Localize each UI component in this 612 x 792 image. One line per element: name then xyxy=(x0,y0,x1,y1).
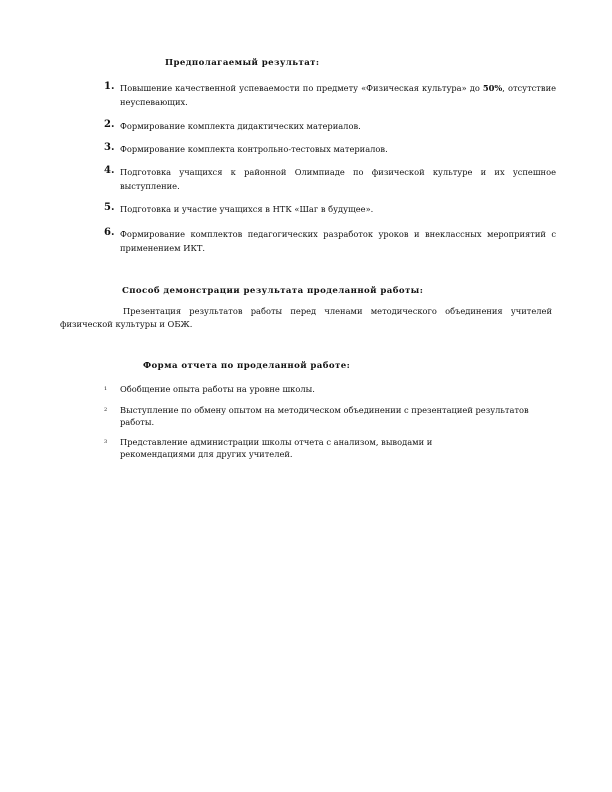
list-item-number: 1 xyxy=(104,386,108,392)
list-item-text: Подготовка и участие учащихся в НТК «Шаг в будущее». xyxy=(120,204,374,214)
list-item-number: 6. xyxy=(104,227,115,238)
list-item-text-end: , отсутствие неуспевающих. xyxy=(120,83,557,107)
list-item-text-start: Повышение качественной успеваемости по предмету «Физическая культура» до xyxy=(120,83,483,93)
list-item-number: 2. xyxy=(104,119,115,130)
results-heading: Предполагаемый результат: xyxy=(165,58,320,68)
list-item-number: 1. xyxy=(104,81,115,92)
list-item-text: Формирование комплекта дидактических материалов. xyxy=(120,121,361,131)
list-item-text: Обобщение опыта работы на уровне школы. xyxy=(120,384,315,394)
list-item-number: 3. xyxy=(104,142,115,153)
list-item-number: 3 xyxy=(104,439,108,445)
list-item-text xyxy=(120,82,556,109)
list-item-number: 5. xyxy=(104,202,115,213)
list-item-text: Представление администрации школы отчета с анализом, выводами и рекомендациями для других учителей. xyxy=(120,437,433,459)
list-item-text: Подготовка учащихся к районной Олимпиаде по физической культуре и их успешное выступление. xyxy=(120,167,556,191)
list-item-number: 4. xyxy=(104,165,115,176)
list-item-text: Формирование комплектов педагогических разработок уроков и внеклассных мероприятий с применением ИКТ. xyxy=(120,229,556,253)
list-item-text: Формирование комплекта контрольно-тестовых материалов. xyxy=(120,144,388,154)
demo-heading: Способ демонстрации результата проделанной работы: xyxy=(122,286,424,296)
list-item-text: Выступление по обмену опытом на методическом объединении с презентацией результатов работы. xyxy=(120,405,529,427)
list-item-text-bold: 50% xyxy=(482,83,503,93)
report-heading: Форма отчета по проделанной работе: xyxy=(143,361,351,371)
list-item-number: 2 xyxy=(104,407,108,413)
demo-paragraph: Презентация результатов работы перед членами методического объединения учителей физической культуры и ОБЖ. xyxy=(60,306,552,329)
